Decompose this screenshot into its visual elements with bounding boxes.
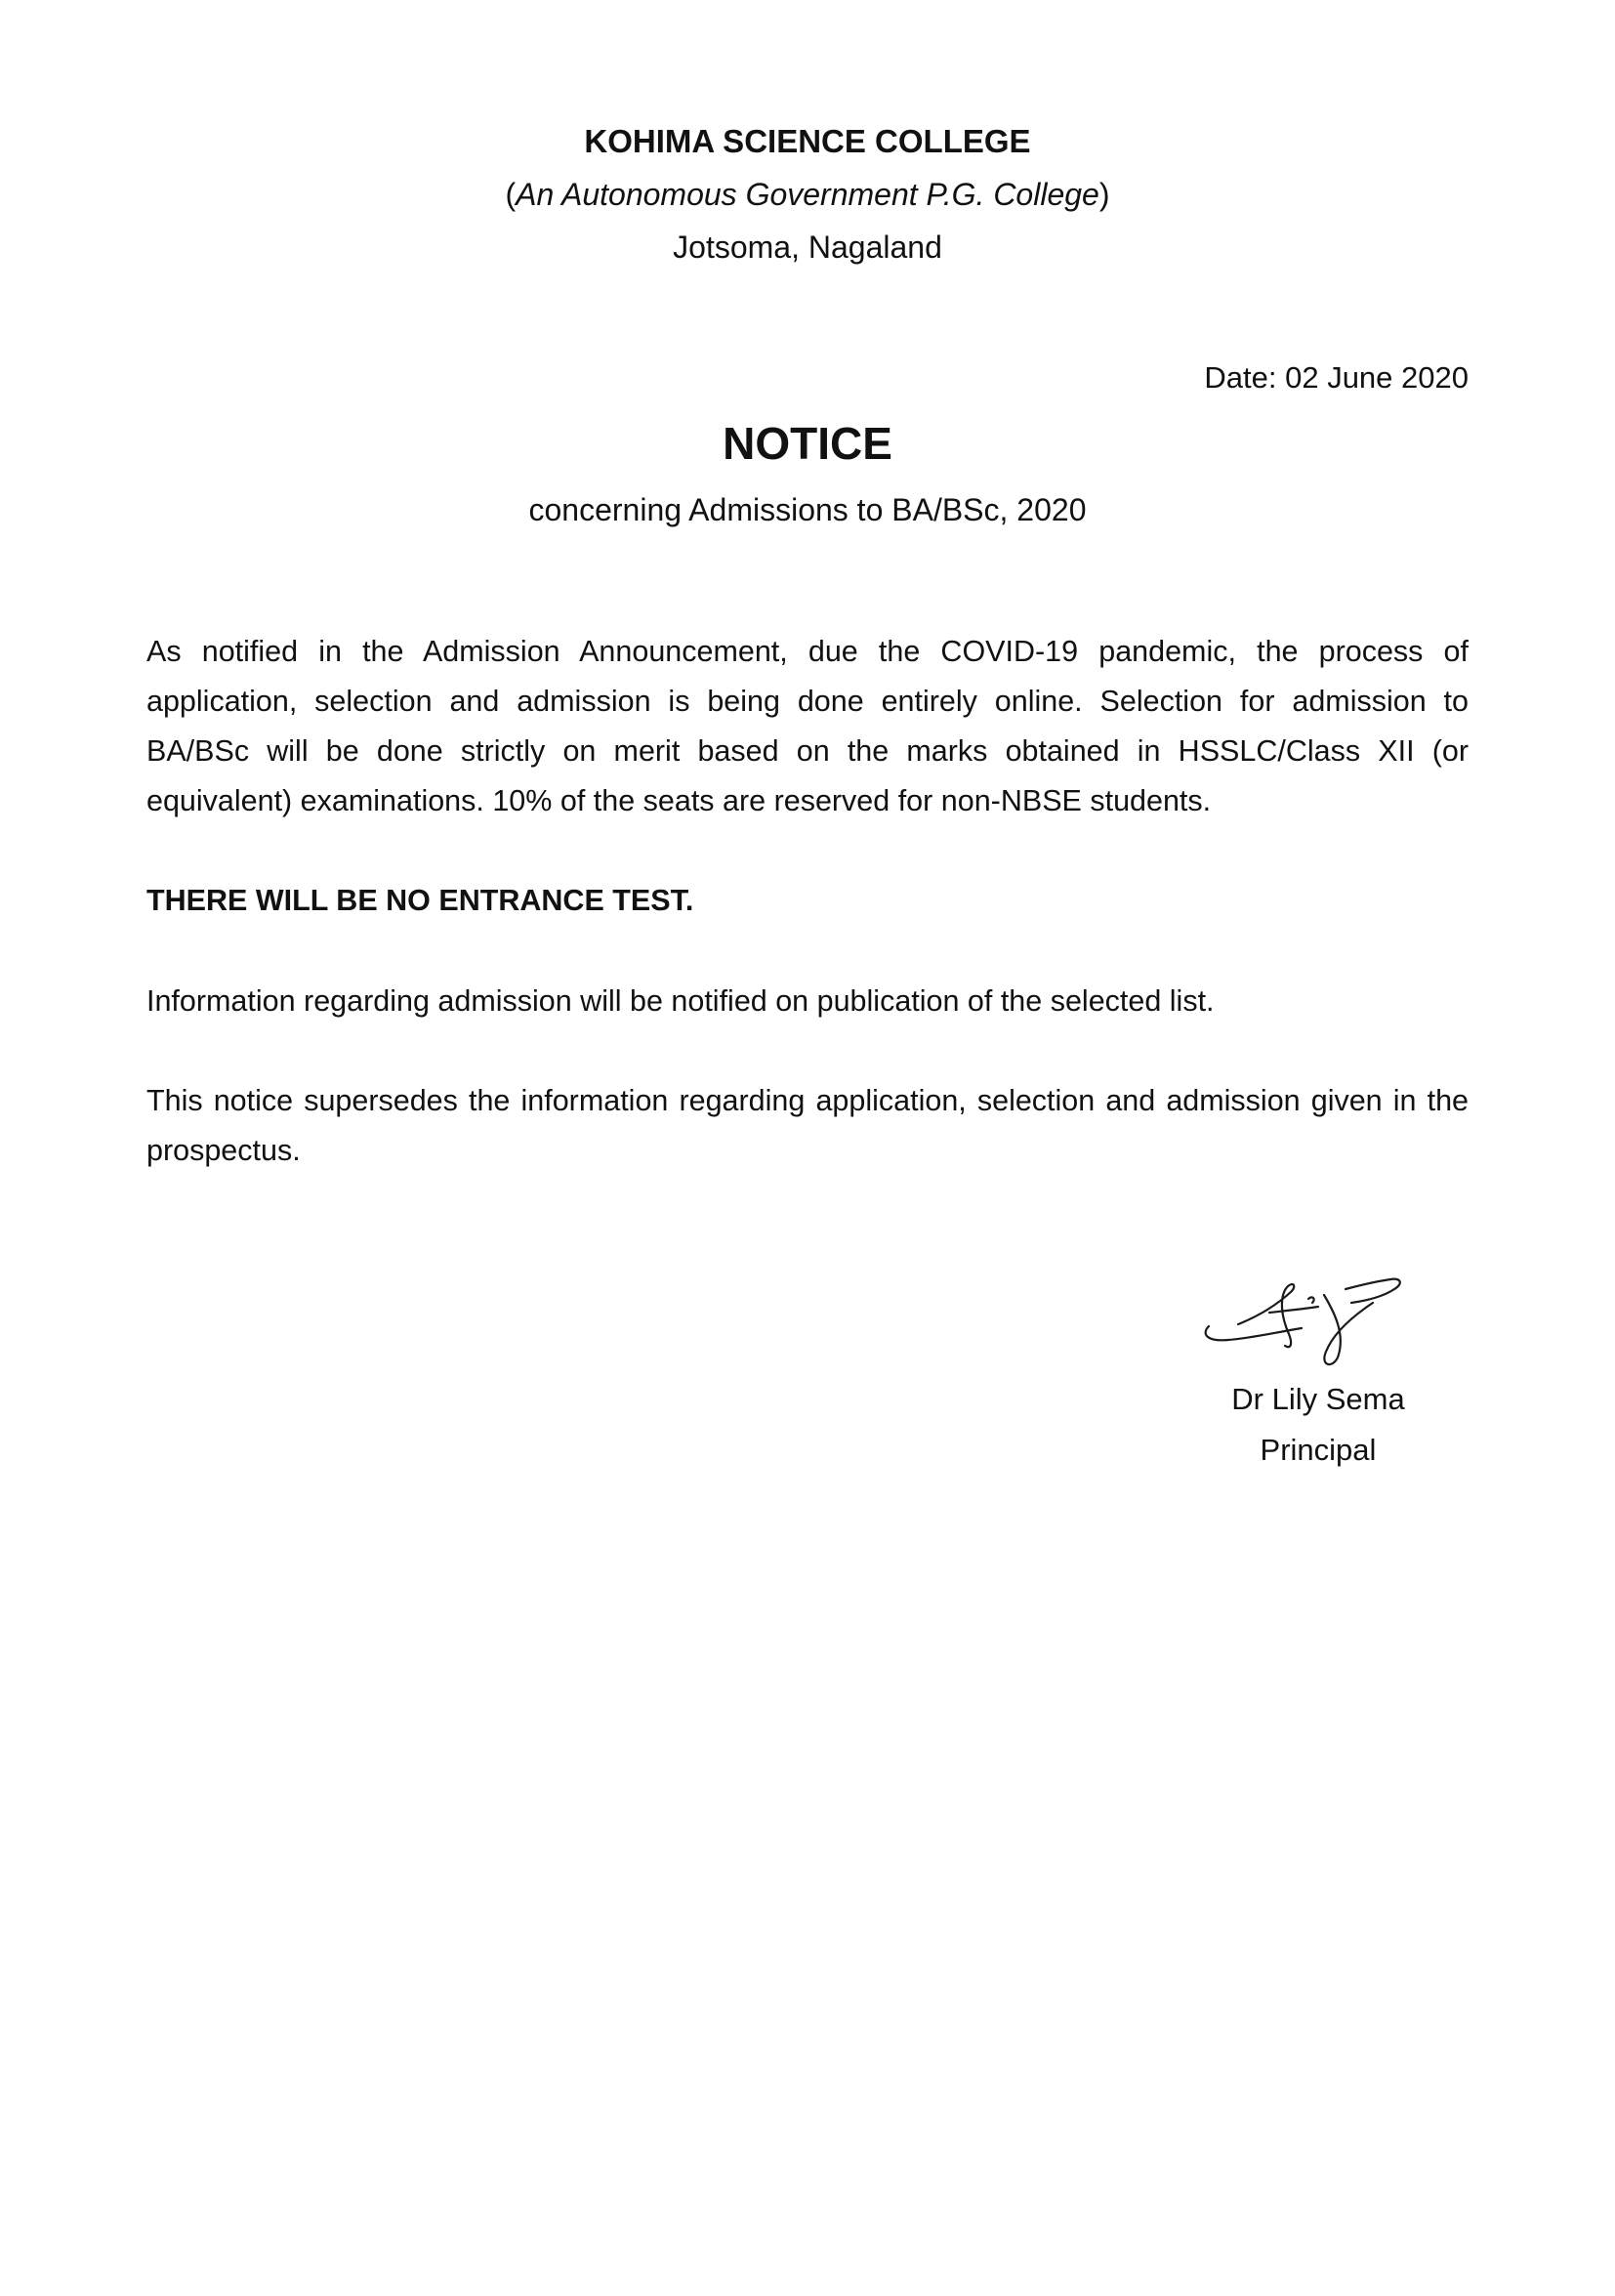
body-paragraph-no-entrance-test: THERE WILL BE NO ENTRANCE TEST. xyxy=(146,884,694,917)
subtitle-italic-text: An Autonomous Government P.G. College xyxy=(516,177,1099,212)
body-paragraph-3: Information regarding admission will be notified on publication of the selected list. xyxy=(146,984,1215,1018)
subtitle-close-paren: ) xyxy=(1098,177,1110,212)
college-subtitle xyxy=(0,172,1615,217)
college-name: KOHIMA SCIENCE COLLEGE xyxy=(584,123,1031,159)
notice-date: Date: 02 June 2020 xyxy=(1204,360,1469,395)
body-paragraph-4: This notice supersedes the information regarding application, selection and admission given in the prospectus. xyxy=(146,1084,1469,1167)
signatory-name: Dr Lily Sema xyxy=(1231,1382,1405,1416)
notice-subtitle: concerning Admissions to BA/BSc, 2020 xyxy=(528,492,1087,527)
college-location: Jotsoma, Nagaland xyxy=(673,230,942,265)
body-paragraph-1: As notified in the Admission Announcement, due the COVID-19 pandemic, the process of application, selection and admission is being done entirely online. Selection for admission to BA/BSc will be done strictly on merit based on the marks obtained in HSSLC/Class XII (or equivalent) examinations. 10% of the seats are reserved for non-NBSE students. xyxy=(146,635,1469,817)
subtitle-open-paren: ( xyxy=(505,177,517,212)
handwritten-signature xyxy=(1199,1256,1424,1373)
notice-title: NOTICE xyxy=(723,418,892,469)
signatory-title: Principal xyxy=(1260,1433,1377,1467)
